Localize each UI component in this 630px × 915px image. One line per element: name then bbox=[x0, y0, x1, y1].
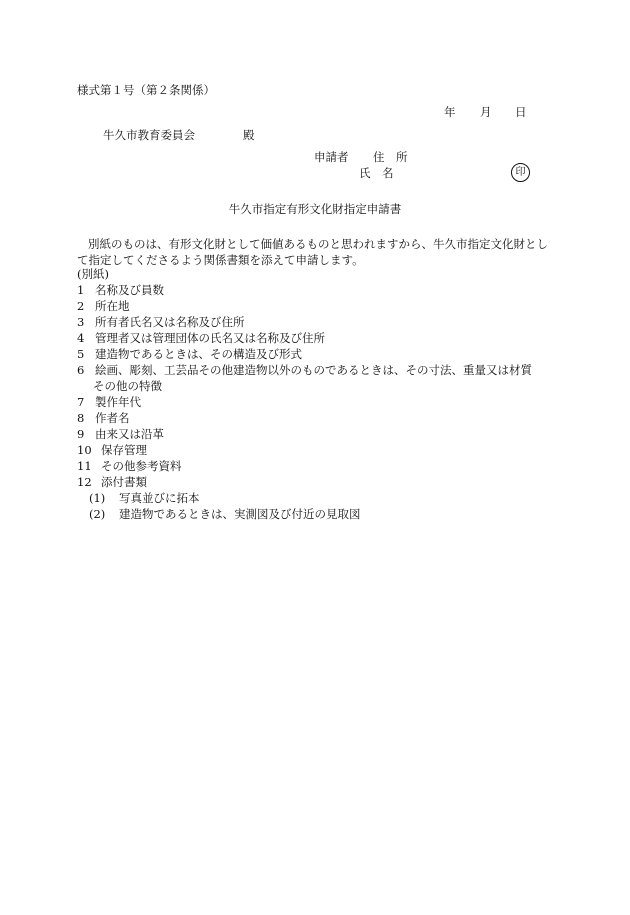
item-text: 所有者氏名又は名称及び住所 bbox=[95, 315, 245, 329]
item-number: 3 bbox=[77, 315, 85, 329]
item-number: 8 bbox=[77, 411, 85, 425]
list-item bbox=[77, 426, 557, 442]
list-item bbox=[77, 346, 557, 362]
item-text: 建造物であるときは、その構造及び形式 bbox=[95, 347, 302, 361]
item-text: その他参考資料 bbox=[101, 459, 182, 473]
item-text: 名称及び員数 bbox=[95, 283, 164, 297]
application-statement: 別紙のものは、有形文化財として価値あるものと思われますから、牛久市指定文化財として指定してくださるよう関係書類を添えて申請します。 bbox=[77, 237, 548, 267]
attachment-item bbox=[77, 490, 557, 506]
list-item bbox=[77, 442, 557, 458]
list-item bbox=[77, 282, 557, 298]
list-item bbox=[77, 394, 557, 410]
item-text: 所在地 bbox=[95, 299, 130, 313]
document-title: 牛久市指定有形文化財指定申請書 bbox=[228, 202, 402, 216]
honorific: 殿 bbox=[243, 128, 255, 142]
item-list bbox=[77, 282, 557, 522]
form-number: 様式第１号（第２条関係） bbox=[77, 83, 215, 97]
attachment-text: 写真並びに拓本 bbox=[119, 491, 200, 505]
item-number: 4 bbox=[77, 331, 85, 345]
item-number: 9 bbox=[77, 427, 85, 441]
annex-label: (別紙) bbox=[77, 267, 109, 281]
item-text: 管理者又は管理団体の氏名又は名称及び住所 bbox=[95, 331, 325, 345]
item-number: 12 bbox=[77, 475, 92, 489]
item-text: 製作年代 bbox=[95, 395, 141, 409]
item-number: 10 bbox=[77, 443, 92, 457]
list-item bbox=[77, 474, 557, 490]
list-item bbox=[77, 458, 557, 474]
item-number: 6 bbox=[77, 363, 85, 377]
attachment-number: (1) bbox=[89, 491, 106, 505]
item-text: 添付書類 bbox=[101, 475, 147, 489]
addressee: 牛久市教育委員会 bbox=[103, 128, 195, 142]
item-text-continued: その他の特徴 bbox=[93, 379, 162, 393]
date-day-label: 日 bbox=[515, 105, 527, 119]
item-number: 7 bbox=[77, 395, 85, 409]
item-number: 11 bbox=[77, 459, 92, 473]
item-text: 保存管理 bbox=[101, 443, 147, 457]
address-label: 住 所 bbox=[373, 150, 408, 164]
attachment-text: 建造物であるときは、実測図及び付近の見取図 bbox=[119, 507, 361, 521]
attachment-item bbox=[77, 506, 557, 522]
list-item bbox=[77, 298, 557, 314]
item-number: 2 bbox=[77, 299, 85, 313]
item-text: 由来又は沿革 bbox=[95, 427, 164, 441]
item-number: 5 bbox=[77, 347, 85, 361]
date-month-label: 月 bbox=[480, 105, 492, 119]
list-item bbox=[77, 330, 557, 346]
list-item bbox=[77, 410, 557, 426]
name-label: 氏 名 bbox=[359, 166, 394, 180]
item-text: 作者名 bbox=[95, 411, 130, 425]
applicant-label: 申請者 bbox=[314, 150, 349, 164]
item-text: 絵画、彫刻、工芸品その他建造物以外のものであるときは、その寸法、重量又は材質 bbox=[95, 363, 532, 377]
date-year-label: 年 bbox=[444, 105, 456, 119]
seal-mark: 印 bbox=[511, 163, 530, 182]
attachment-number: (2) bbox=[89, 507, 106, 521]
list-item bbox=[77, 314, 557, 330]
item-number: 1 bbox=[77, 283, 85, 297]
list-item bbox=[77, 362, 557, 394]
